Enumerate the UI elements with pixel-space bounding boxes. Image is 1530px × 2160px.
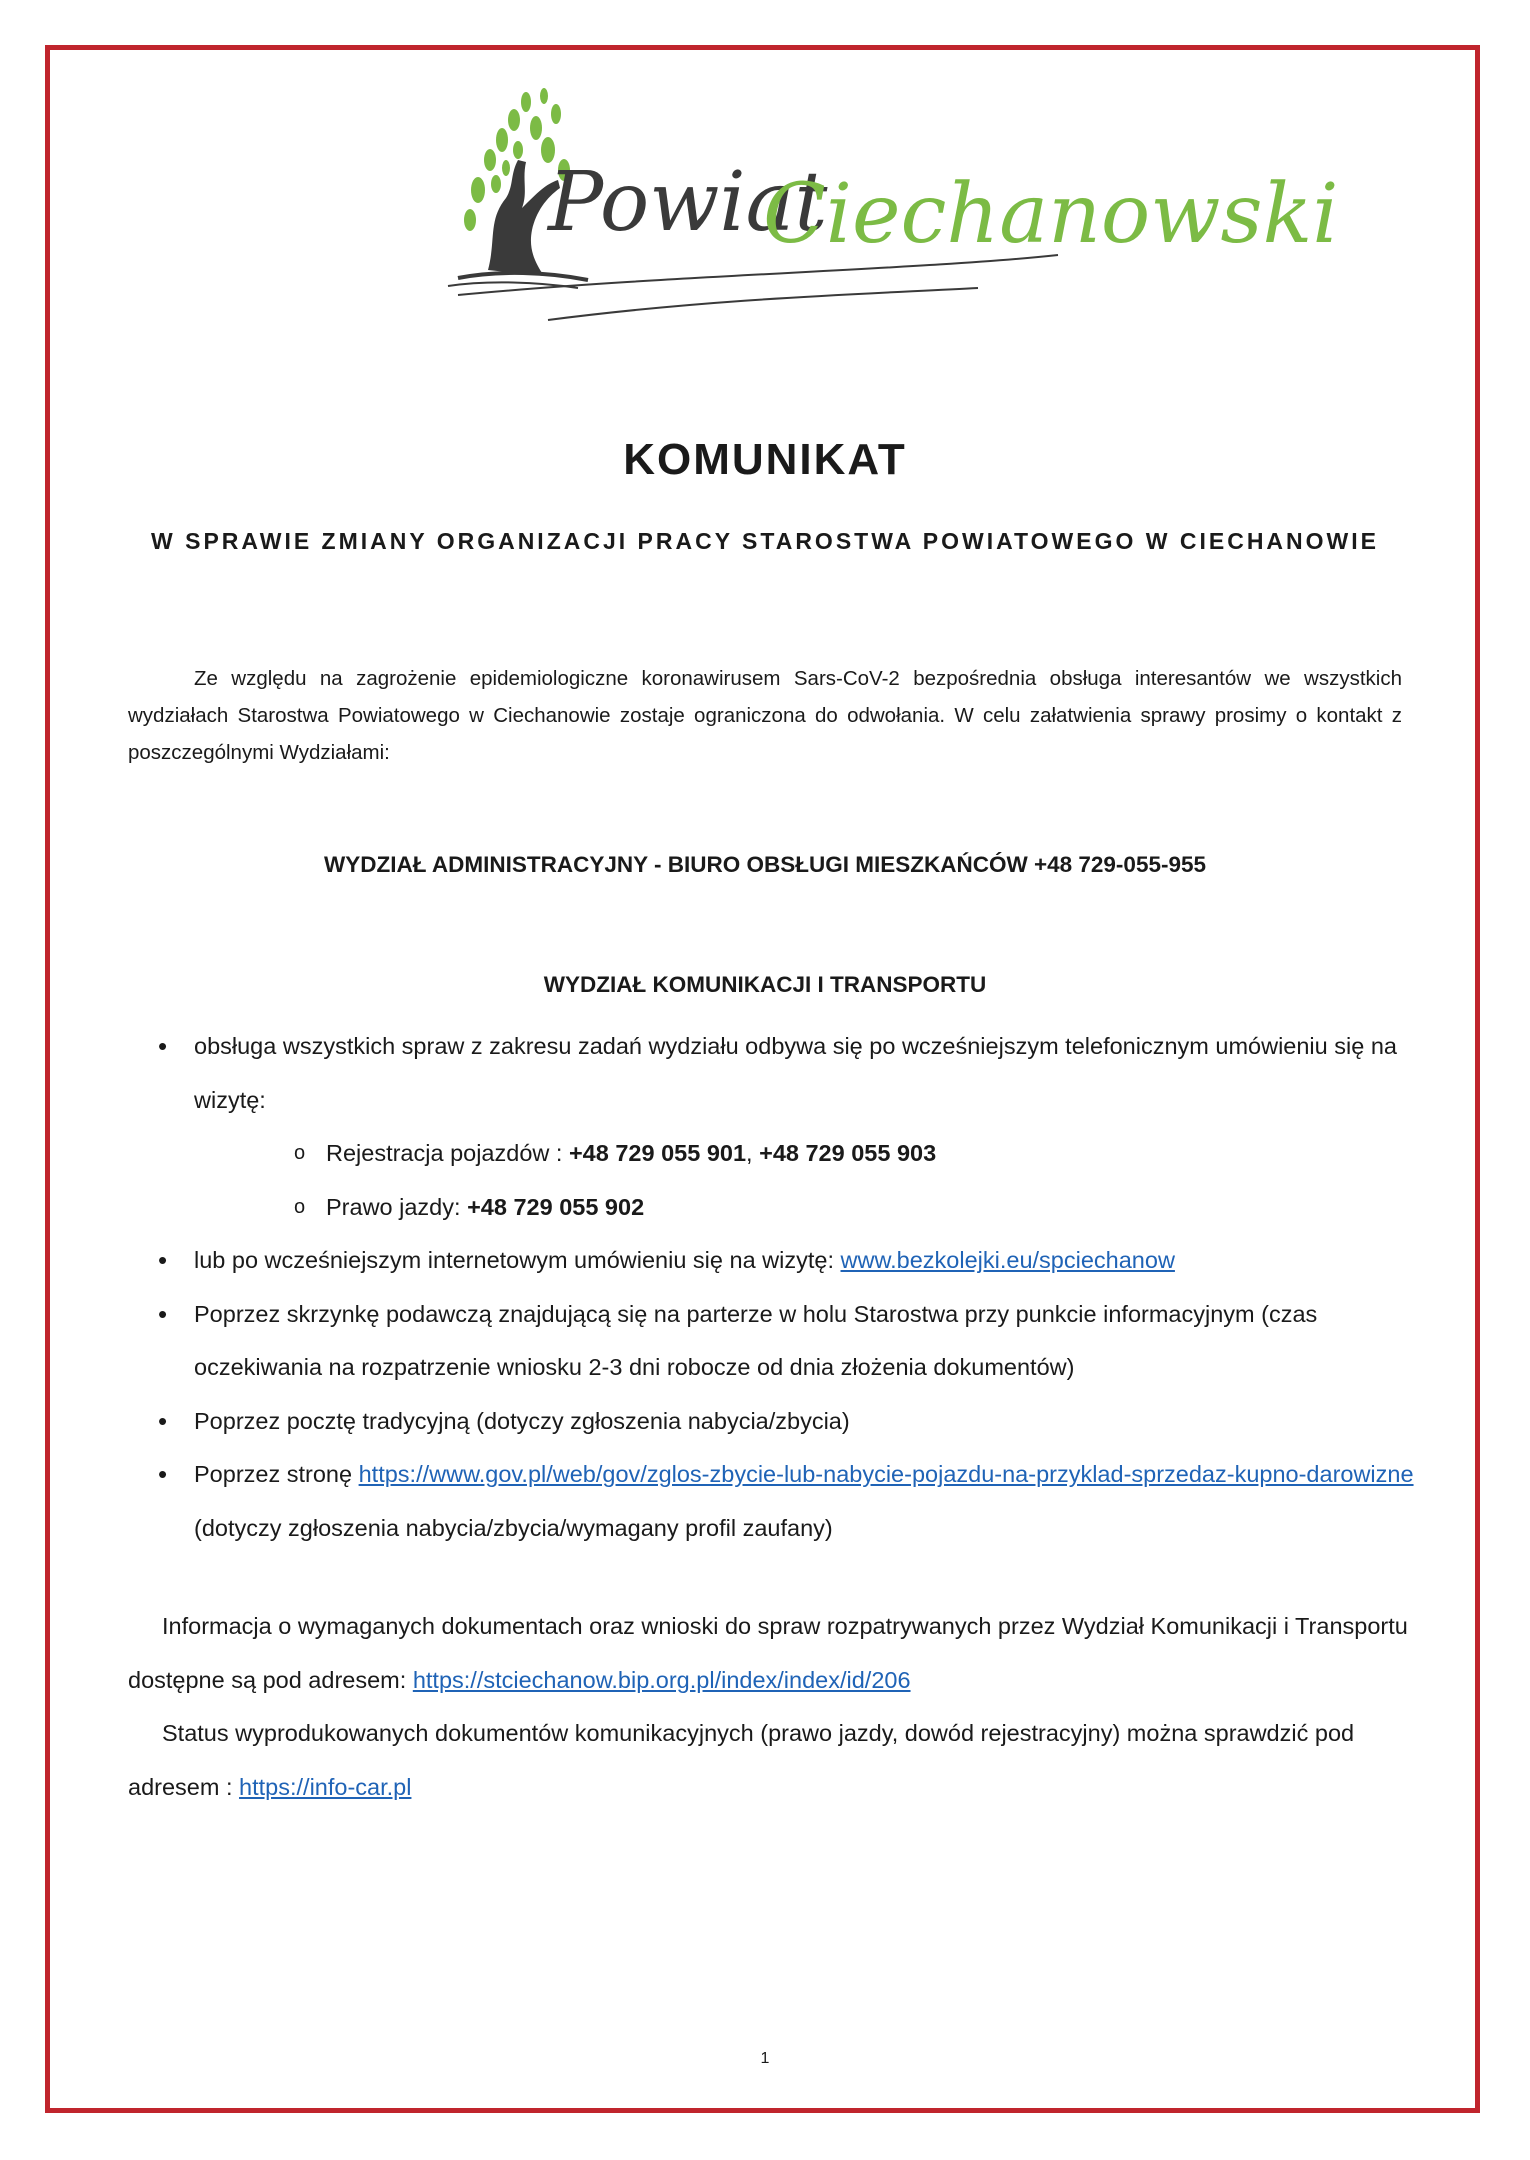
- bip-link[interactable]: https://stciechanow.bip.org.pl/index/index/id/206: [412, 1666, 911, 1693]
- page-subtitle: W SPRAWIE ZMIANY ORGANIZACJI PRACY STAROSTWA POWIATOWEGO W CIECHANOWIE: [151, 528, 1379, 554]
- list-item: [128, 1395, 1418, 1449]
- sub-item-label: Rejestracja pojazdów :: [326, 1140, 569, 1166]
- info-paragraph-documents: [128, 1600, 1418, 1707]
- phone-number[interactable]: +48 729 055 902: [467, 1193, 645, 1220]
- separator: ,: [746, 1140, 760, 1166]
- info-text: Informacja o wymaganych dokumentach oraz wnioski do spraw rozpatrywanych przez Wydział Komunikacji i Transportu dostępne są pod adresem:: [128, 1613, 1408, 1693]
- logo-word-ciechanowski: Ciechanowski: [763, 167, 1339, 262]
- phone-sublist: [194, 1127, 1418, 1234]
- info-car-link[interactable]: https://info-car.pl: [239, 1773, 412, 1800]
- intro-paragraph: Ze względu na zagrożenie epidemiologiczne koronawirusem Sars-CoV-2 bezpośrednia obsługa interesantów we wszystkich wydziałach Starostwa Powiatowego w Ciechanowie zostaje ograniczona do odwołania. W celu załatwienia sprawy prosimy o kontakt z poszczególnymi Wydziałami:: [128, 667, 1402, 764]
- logo-word-powiat: Powiat: [548, 155, 828, 250]
- info-section: [128, 1600, 1418, 1814]
- sub-item-label: Prawo jazdy:: [326, 1193, 468, 1220]
- sub-item-rejestracja: [194, 1127, 1418, 1181]
- list-item: [128, 1020, 1418, 1234]
- list-item-text: obsługa wszystkich spraw z zakresu zadań wydziału odbywa się po wcześniejszym telefonicznym umówieniu się na wizytę:: [194, 1033, 1397, 1113]
- list-item: [128, 1288, 1418, 1395]
- powiat-ciechanowski-logo: [418, 80, 1339, 340]
- admin-department-contact: WYDZIAŁ ADMINISTRACYJNY - BIURO OBSŁUGI MIESZKAŃCÓW +48 729-055-955: [323, 852, 1206, 877]
- phone-number[interactable]: +48 729 055 901: [568, 1140, 747, 1166]
- list-item-text: Poprzez pocztę tradycyjną (dotyczy zgłoszenia nabycia/zbycia): [194, 1407, 850, 1434]
- sub-item-prawo-jazdy: [194, 1181, 1418, 1235]
- komunikacja-list: [128, 1020, 1418, 1555]
- phone-number[interactable]: +48 729 055 903: [759, 1140, 937, 1166]
- page-title: KOMUNIKAT: [623, 435, 907, 484]
- info-paragraph-status: [128, 1707, 1418, 1814]
- list-item-text: lub po wcześniejszym internetowym umówieniu się na wizytę:: [194, 1247, 841, 1273]
- gov-pl-link[interactable]: https://www.gov.pl/web/gov/zglos-zbycie-lub-nabycie-pojazdu-na-przyklad-sprzedaz-kupno-darowizne: [358, 1461, 1414, 1487]
- list-item: [128, 1234, 1418, 1288]
- page-number: 1: [760, 2050, 770, 2067]
- list-item-text: (dotyczy zgłoszenia nabycia/zbycia/wymagany profil zaufany): [194, 1514, 833, 1541]
- list-item-text: Poprzez skrzynkę podawczą znajdującą się na parterze w holu Starostwa przy punkcie informacyjnym (czas oczekiwania na rozpatrzenie wniosku 2-3 dni robocze od dnia złożenia dokumentów): [194, 1300, 1318, 1380]
- info-text: Status wyprodukowanych dokumentów komunikacyjnych (prawo jazdy, dowód rejestracyjny) można sprawdzić pod adresem :: [128, 1720, 1355, 1800]
- list-item-text: Poprzez stronę: [194, 1461, 359, 1487]
- komunikacja-heading: WYDZIAŁ KOMUNIKACJI I TRANSPORTU: [543, 972, 987, 997]
- list-item: [128, 1448, 1418, 1555]
- bezkolejki-link[interactable]: www.bezkolejki.eu/spciechanow: [840, 1247, 1175, 1273]
